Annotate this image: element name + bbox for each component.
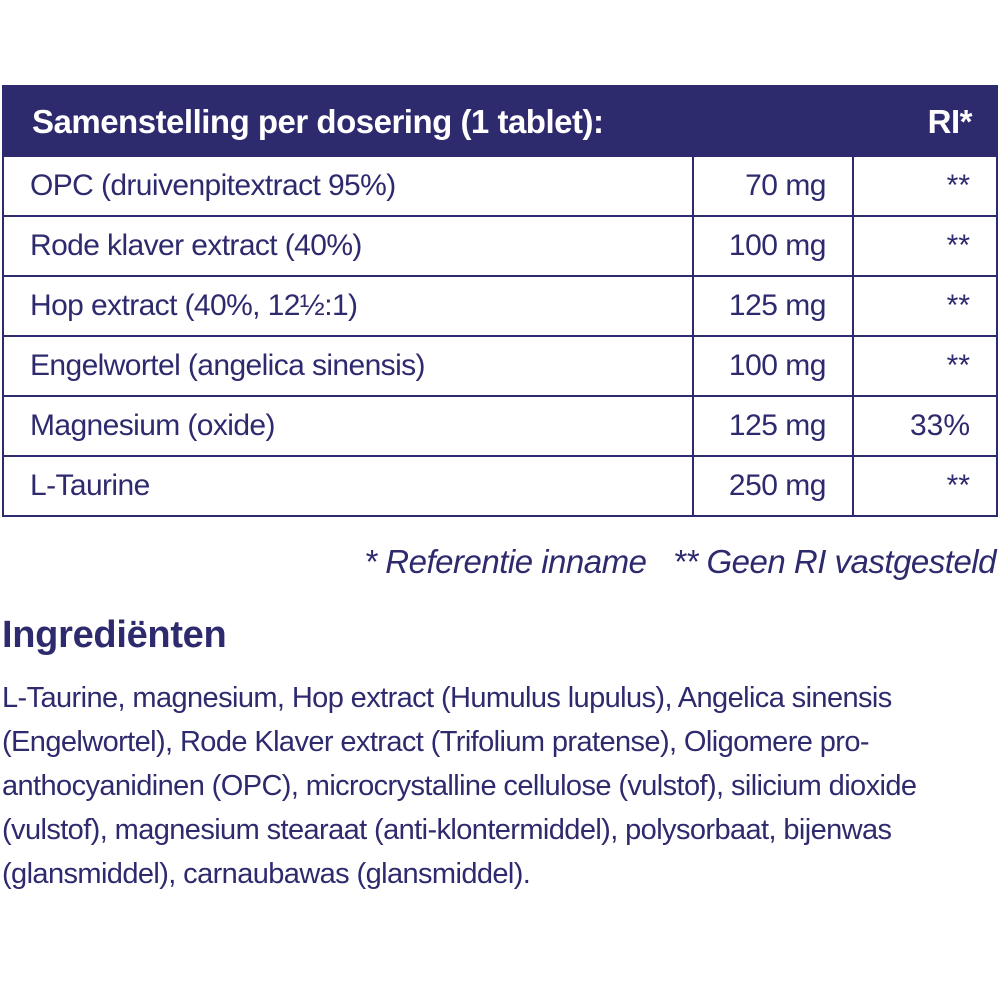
ingredient-amount: 70 mg [692, 157, 852, 215]
ingredients-title: Ingrediënten [2, 614, 227, 656]
ingredient-name: Rode klaver extract (40%) [30, 229, 362, 262]
ingredient-amount: 250 mg [692, 457, 852, 515]
table-header [4, 87, 996, 157]
ingredient-ri: ** [852, 157, 996, 215]
ingredient-amount: 125 mg [692, 277, 852, 335]
composition-table [2, 85, 998, 517]
ingredients-text: L-Taurine, magnesium, Hop extract (Humulus lupulus), Angelica sinensis (Engelwortel), Rode Klaver extract (Trifolium pratense), Oligomere pro-anthocyanidinen (OPC), microcrystalline cellulose (vulstof), silicium dioxide (vulstof), magnesium stearaat (anti-klontermiddel), polysorbaat, bijenwas (glansmiddel), carnaubawas (glansmiddel). [2, 682, 917, 890]
ingredient-amount: 125 mg [692, 397, 852, 455]
ingredient-amount: 100 mg [692, 337, 852, 395]
table-body [4, 157, 996, 515]
ingredient-amount: 100 mg [692, 217, 852, 275]
table-row [4, 395, 996, 455]
ingredient-name: Hop extract (40%, 12½:1) [30, 289, 358, 322]
ingredient-name: OPC (druivenpitextract 95%) [30, 169, 396, 202]
footnote [364, 543, 996, 581]
table-row [4, 275, 996, 335]
table-header-ri: RI* [927, 103, 972, 140]
footnote-no-ri: ** Geen RI vastgesteld [673, 543, 996, 580]
table-row [4, 455, 996, 515]
ingredient-name: Magnesium (oxide) [30, 409, 275, 442]
table-header-title: Samenstelling per dosering (1 tablet): [32, 103, 604, 140]
table-row [4, 215, 996, 275]
ingredient-ri: ** [852, 337, 996, 395]
ingredient-name: L-Taurine [30, 469, 150, 502]
ingredient-name: Engelwortel (angelica sinensis) [30, 349, 425, 382]
table-row [4, 335, 996, 395]
ingredient-ri: ** [852, 217, 996, 275]
ingredient-ri: ** [852, 277, 996, 335]
table-row [4, 157, 996, 215]
ingredient-ri: ** [852, 457, 996, 515]
ingredient-ri: 33% [852, 397, 996, 455]
footnote-ri: * Referentie inname [364, 543, 647, 580]
